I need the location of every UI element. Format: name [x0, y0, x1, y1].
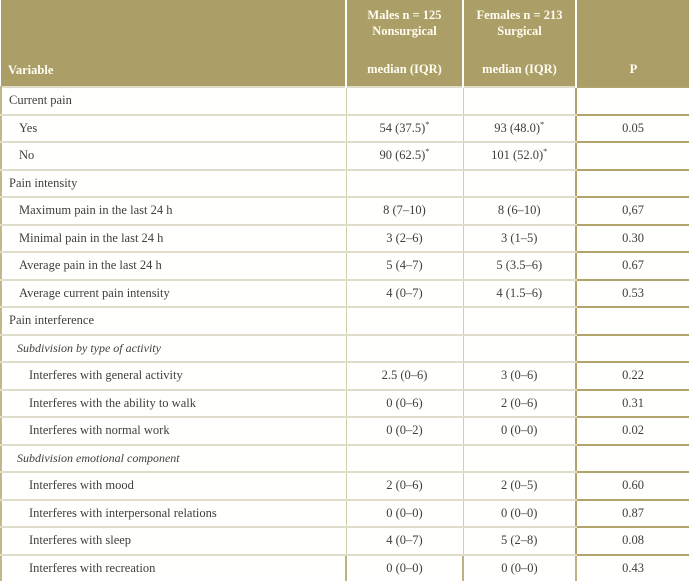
males-value-cell — [346, 307, 463, 335]
males-value-cell — [346, 362, 463, 390]
p-value-cell — [576, 170, 689, 198]
females-value: 3 (1–5) — [501, 230, 538, 245]
females-value-cell — [463, 472, 576, 500]
variable-cell — [1, 472, 346, 500]
variable-label: Average current pain intensity — [19, 285, 170, 300]
table-row — [1, 335, 689, 363]
variable-label: Average pain in the last 24 h — [19, 258, 162, 273]
females-value: 5 (3.5–6) — [496, 258, 543, 273]
females-value-cell — [463, 252, 576, 280]
males-value-cell — [346, 252, 463, 280]
variable-cell — [1, 280, 346, 308]
males-value-cell — [346, 335, 463, 363]
p-value-cell — [576, 472, 689, 500]
males-value-cell — [346, 170, 463, 198]
table-header — [1, 0, 689, 87]
males-value-cell — [346, 197, 463, 225]
females-value-cell — [463, 527, 576, 555]
males-value-cell — [346, 115, 463, 143]
females-value: 4 (1.5–6) — [496, 285, 543, 300]
males-group-title — [367, 8, 441, 39]
females-value-cell — [463, 445, 576, 473]
variable-cell — [1, 417, 346, 445]
table-row — [1, 500, 689, 528]
females-value-cell — [463, 87, 576, 115]
variable-label: Interferes with recreation — [29, 560, 156, 575]
females-column-header — [463, 0, 576, 87]
males-value-cell — [346, 390, 463, 418]
p-value-cell — [576, 225, 689, 253]
males-value-cell — [346, 225, 463, 253]
p-value-cell — [576, 307, 689, 335]
males-value: 2 (0–6) — [386, 478, 423, 493]
p-value-cell — [576, 280, 689, 308]
females-value-cell — [463, 170, 576, 198]
females-treatment-label: Surgical — [497, 23, 542, 38]
females-value: 2 (0–6) — [501, 395, 538, 410]
males-median-iqr-label: median (IQR) — [367, 62, 442, 77]
variable-label: Maximum pain in the last 24 h — [19, 203, 173, 218]
females-value: 5 (2–8) — [501, 533, 538, 548]
table-row — [1, 280, 689, 308]
variable-cell — [1, 252, 346, 280]
p-value-cell — [576, 197, 689, 225]
p-value: 0.67 — [622, 258, 644, 273]
males-value: 0 (0–6) — [386, 395, 423, 410]
females-value-cell — [463, 280, 576, 308]
p-column-header — [576, 0, 689, 87]
table-row — [1, 527, 689, 555]
table-row — [1, 115, 689, 143]
p-value: 0.60 — [622, 478, 644, 493]
variable-label: Subdivision by type of activity — [17, 340, 161, 355]
table-row — [1, 362, 689, 390]
table-row — [1, 472, 689, 500]
females-value-cell — [463, 500, 576, 528]
variable-cell — [1, 170, 346, 198]
variable-header-label: Variable — [8, 63, 54, 77]
females-asterisk: * — [540, 118, 545, 129]
table-row — [1, 417, 689, 445]
males-value-cell — [346, 500, 463, 528]
males-value-cell — [346, 417, 463, 445]
males-value: 54 (37.5) — [379, 120, 426, 135]
females-value: 2 (0–5) — [501, 478, 538, 493]
females-value: 3 (0–6) — [501, 368, 538, 383]
variable-label: Pain intensity — [9, 175, 78, 190]
males-value: 0 (0–2) — [386, 423, 423, 438]
variable-cell — [1, 335, 346, 363]
p-value-cell — [576, 362, 689, 390]
females-median-iqr-label: median (IQR) — [482, 62, 557, 77]
variable-cell — [1, 390, 346, 418]
p-value-cell — [576, 527, 689, 555]
variable-cell — [1, 225, 346, 253]
variable-cell — [1, 555, 346, 581]
p-value-cell — [576, 500, 689, 528]
p-value-cell — [576, 555, 689, 581]
males-value: 0 (0–0) — [386, 560, 423, 575]
males-count-label: Males n = 125 — [367, 8, 442, 22]
p-value-cell — [576, 390, 689, 418]
variable-label: Interferes with normal work — [29, 423, 170, 438]
males-value-cell — [346, 142, 463, 170]
variable-label: Subdivision emotional component — [17, 450, 180, 465]
variable-label: Interferes with the ability to walk — [29, 395, 196, 410]
variable-cell — [1, 197, 346, 225]
males-value-cell — [346, 527, 463, 555]
males-value-cell — [346, 445, 463, 473]
variable-cell — [1, 362, 346, 390]
variable-cell — [1, 87, 346, 115]
p-value: 0,67 — [622, 203, 644, 218]
females-value-cell — [463, 225, 576, 253]
variable-label: Interferes with sleep — [29, 533, 132, 548]
males-value-cell — [346, 280, 463, 308]
females-value: 101 (52.0) — [491, 148, 544, 163]
p-value: 0.22 — [622, 368, 644, 383]
p-value-cell — [576, 252, 689, 280]
p-header-label: P — [629, 62, 638, 77]
males-value-cell — [346, 555, 463, 581]
males-asterisk: * — [425, 146, 430, 157]
males-value: 4 (0–7) — [386, 285, 423, 300]
females-count-label: Females n = 213 — [476, 8, 563, 22]
table-row — [1, 307, 689, 335]
table-row — [1, 252, 689, 280]
females-value-cell — [463, 417, 576, 445]
females-value-cell — [463, 390, 576, 418]
variable-label: Yes — [19, 120, 38, 135]
p-value: 0.30 — [622, 230, 644, 245]
table-row — [1, 390, 689, 418]
p-value-cell — [576, 142, 689, 170]
p-value: 0.05 — [622, 120, 644, 135]
females-value-cell — [463, 307, 576, 335]
males-value: 2.5 (0–6) — [381, 368, 428, 383]
variable-cell — [1, 500, 346, 528]
table-row — [1, 555, 689, 581]
males-value-cell — [346, 472, 463, 500]
p-value-cell — [576, 417, 689, 445]
p-value: 0.53 — [622, 285, 644, 300]
p-value: 0.08 — [622, 533, 644, 548]
variable-column-header — [1, 0, 346, 87]
females-value: 93 (48.0) — [494, 120, 541, 135]
variable-label: Interferes with general activity — [29, 368, 183, 383]
p-value-cell — [576, 115, 689, 143]
variable-cell — [1, 142, 346, 170]
females-value-cell — [463, 335, 576, 363]
p-value-cell — [576, 335, 689, 363]
females-group-title — [477, 8, 563, 39]
table-row — [1, 445, 689, 473]
variable-label: Current pain — [9, 93, 72, 108]
females-value: 8 (6–10) — [497, 203, 541, 218]
females-value-cell — [463, 142, 576, 170]
females-value-cell — [463, 555, 576, 581]
p-value: 0.31 — [622, 395, 644, 410]
table-row — [1, 197, 689, 225]
table-row — [1, 142, 689, 170]
females-value: 0 (0–0) — [501, 505, 538, 520]
males-column-header — [346, 0, 463, 87]
males-asterisk: * — [425, 118, 430, 129]
table-row — [1, 87, 689, 115]
males-value: 5 (4–7) — [386, 258, 423, 273]
p-value-cell — [576, 87, 689, 115]
females-value-cell — [463, 362, 576, 390]
females-value-cell — [463, 115, 576, 143]
table-body — [1, 87, 689, 581]
table-row — [1, 225, 689, 253]
variable-label: Interferes with interpersonal relations — [29, 505, 217, 520]
variable-cell — [1, 115, 346, 143]
males-value: 0 (0–0) — [386, 505, 423, 520]
variable-label: Minimal pain in the last 24 h — [19, 230, 164, 245]
header-row — [1, 0, 689, 87]
females-asterisk: * — [543, 146, 548, 157]
females-value-cell — [463, 197, 576, 225]
males-value: 4 (0–7) — [386, 533, 423, 548]
males-value: 8 (7–10) — [383, 203, 426, 218]
table-row — [1, 170, 689, 198]
males-value-cell — [346, 87, 463, 115]
variable-label: Interferes with mood — [29, 478, 134, 493]
females-value: 0 (0–0) — [501, 423, 538, 438]
variable-label: Pain interference — [9, 313, 95, 328]
variable-cell — [1, 445, 346, 473]
p-value: 0.43 — [622, 560, 644, 575]
p-value-cell — [576, 445, 689, 473]
females-value: 0 (0–0) — [501, 560, 538, 575]
variable-cell — [1, 527, 346, 555]
variable-cell — [1, 307, 346, 335]
males-treatment-label: Nonsurgical — [372, 23, 437, 38]
males-value: 3 (2–6) — [386, 230, 423, 245]
p-value: 0.87 — [622, 505, 644, 520]
variable-label: No — [19, 148, 35, 163]
p-value: 0.02 — [622, 423, 644, 438]
males-value: 90 (62.5) — [379, 148, 426, 163]
